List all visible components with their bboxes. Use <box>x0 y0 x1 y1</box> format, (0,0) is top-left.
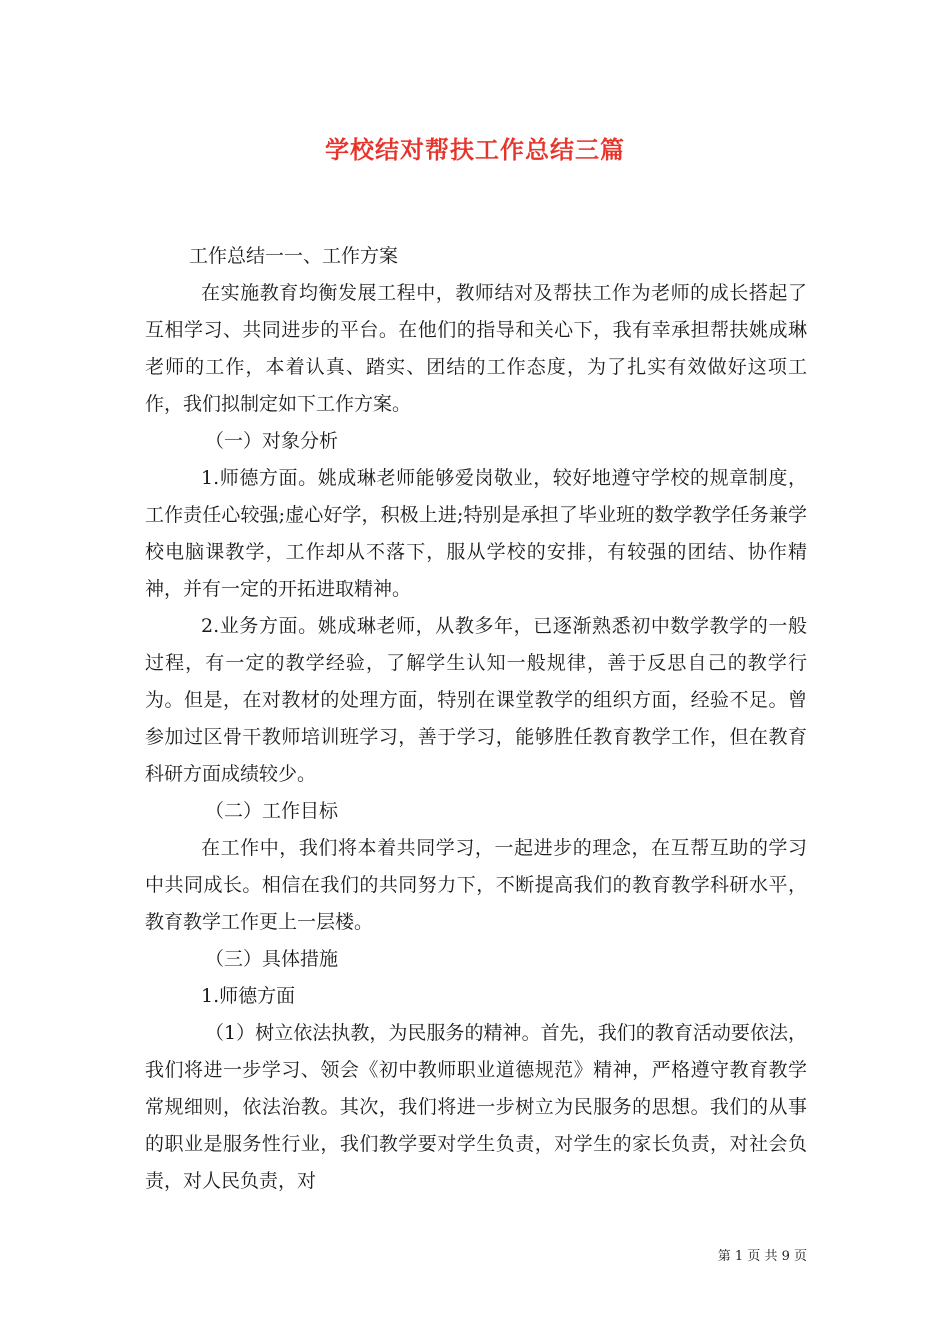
subsection-heading: （一）对象分析 <box>205 430 339 452</box>
document-title: 学校结对帮扶工作总结三篇 <box>325 135 625 164</box>
paragraph: 在工作中，我们将本着共同学习，一起进步的理念，在互帮互助的学习中共同成长。相信在我们的共同努力下，不断提高我们的教育教学科研水平，教育教学工作更上一层楼。 <box>145 837 807 933</box>
paragraph: （1）树立依法执教，为民服务的精神。首先，我们的教育活动要依法，我们将进一步学习、领会《初中教师职业道德规范》精神，严格遵守教育教学常规细则，依法治教。其次，我们将进一步树立为民服务的思想。我们的从事的职业是服务性行业，我们教学要对学生负责，对学生的家长负责，对社会负责，对人民负责，对 <box>145 1022 807 1192</box>
section-heading: 工作总结一一、工作方案 <box>189 245 399 267</box>
paragraph: 1.师德方面。姚成琳老师能够爱岗敬业，较好地遵守学校的规章制度，工作责任心较强;虚心好学，积极上进;特别是承担了毕业班的数学教学任务兼学校电脑课教学，工作却从不落下，服从学校的安排，有较强的团结、协作精神，并有一定的开拓进取精神。 <box>145 467 807 600</box>
subsection-heading: （三）具体措施 <box>205 948 339 970</box>
page-number: 第 1 页 共 9 页 <box>717 1249 807 1264</box>
item-heading: 1.师德方面 <box>201 985 296 1007</box>
subsection-heading: （二）工作目标 <box>205 800 339 822</box>
paragraph: 在实施教育均衡发展工程中，教师结对及帮扶工作为老师的成长搭起了互相学习、共同进步的平台。在他们的指导和关心下，我有幸承担帮扶姚成琳老师的工作，本着认真、踏实、团结的工作态度，为了扎实有效做好这项工作，我们拟制定如下工作方案。 <box>145 282 807 415</box>
paragraph: 2.业务方面。姚成琳老师，从教多年，已逐渐熟悉初中数学教学的一般过程，有一定的教学经验，了解学生认知一般规律，善于反思自己的教学行为。但是，在对教材的处理方面，特别在课堂教学的组织方面，经验不足。曾参加过区骨干教师培训班学习，善于学习，能够胜任教育教学工作，但在教育科研方面成绩较少。 <box>145 615 807 785</box>
document-body <box>145 238 807 1200</box>
